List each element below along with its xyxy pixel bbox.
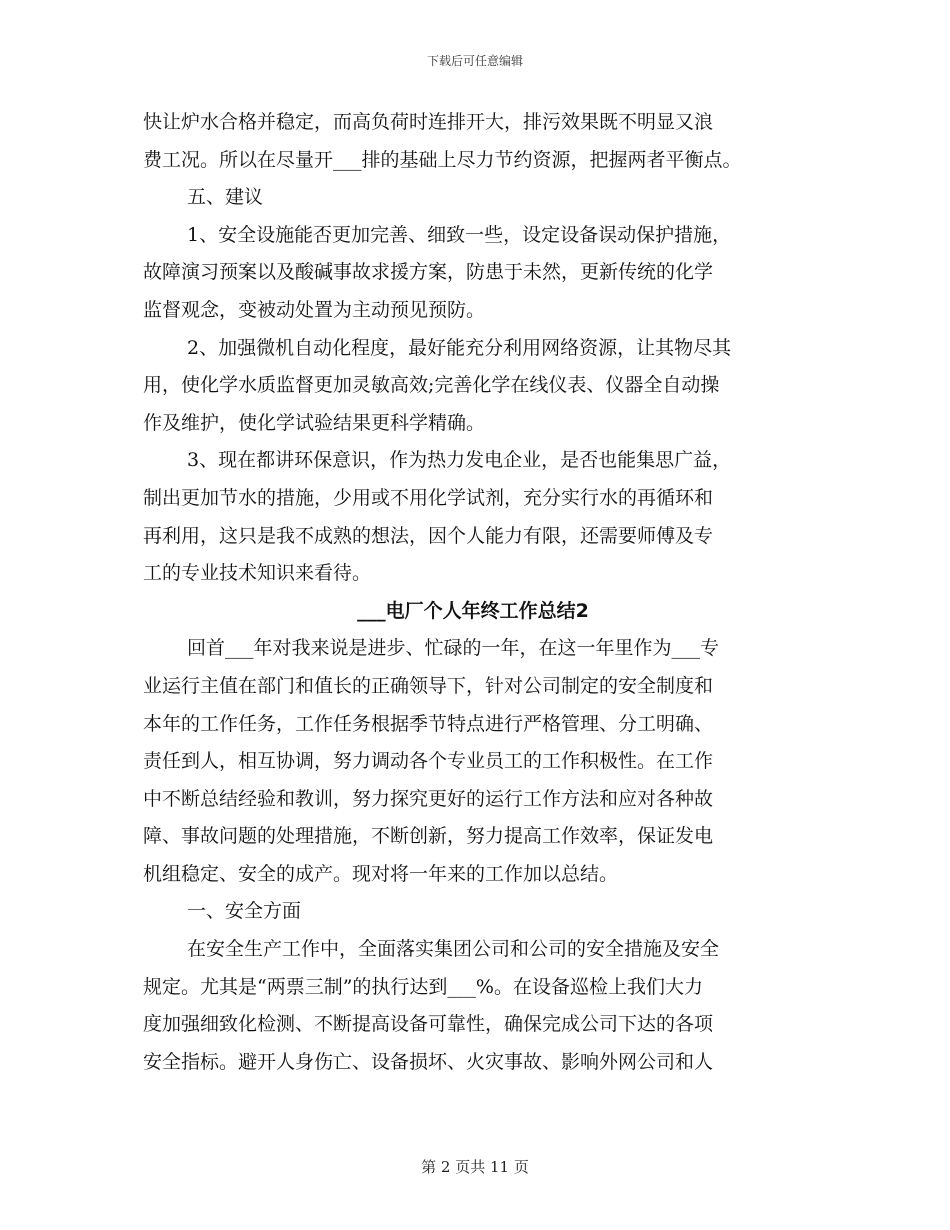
page-footer: 第 2 页共 11 页 — [421, 1158, 529, 1176]
text-line: 度加强细致化检测、不断提高设备可靠性，确保完成公司下达的各项 — [143, 1013, 714, 1036]
text-line: 中不断总结经验和教训，努力探究更好的运行工作方法和应对各种故 — [143, 787, 714, 810]
text-line: 2、加强微机自动化程度，最好能充分利用网络资源，让其物尽其 — [187, 336, 732, 359]
document-title: ___电厂个人年终工作总结2 — [357, 599, 589, 622]
text-line: 费工况。所以在尽量开___排的基础上尽力节约资源，把握两者平衡点。 — [143, 148, 742, 171]
text-line: 业运行主值在部门和值长的正确领导下，针对公司制定的安全制度和 — [143, 674, 714, 697]
text-line: 故障演习预案以及酸碱事故求援方案，防患于未然，更新传统的化学 — [143, 261, 714, 284]
text-line: 回首___年对我来说是进步、忙碌的一年，在这一年里作为___专 — [187, 637, 720, 660]
text-line: 再利用，这只是我不成熟的想法，因个人能力有限，还需要师傅及专 — [143, 524, 714, 547]
text-line: 本年的工作任务，工作任务根据季节特点进行严格管理、分工明确、 — [143, 712, 714, 735]
text-line: 安全指标。避开人身伤亡、设备损坏、火灾事故、影响外网公司和人 — [143, 1050, 714, 1073]
text-line: 监督观念，变被动处置为主动预见预防。 — [143, 298, 486, 321]
text-line: 快让炉水合格并稳定，而高负荷时连排开大，排污效果既不明显又浪 — [143, 111, 714, 133]
text-line: 1、安全设施能否更加完善、细致一些，设定设备误动保护措施， — [187, 223, 732, 246]
section-heading: 五、建议 — [187, 186, 264, 209]
text-line: 在安全生产工作中，全面落实集团公司和公司的安全措施及安全 — [187, 938, 720, 961]
text-line: 制出更加节水的措施，少用或不用化学试剂，充分实行水的再循环和 — [143, 486, 714, 509]
text-line: 工的专业技术知识来看待。 — [143, 562, 372, 585]
text-line: 作及维护，使化学试验结果更科学精确。 — [143, 411, 486, 434]
text-line: 3、现在都讲环保意识，作为热力发电企业，是否也能集思广益， — [187, 449, 732, 472]
page-header: 下载后可任意编辑 — [426, 54, 523, 68]
text-line: 责任到人，相互协调，努力调动各个专业员工的工作积极性。在工作 — [143, 750, 714, 773]
document-body — [143, 104, 803, 1081]
text-line: 机组稳定、安全的成产。现对将一年来的工作加以总结。 — [143, 862, 619, 885]
text-line: 用，使化学水质监督更加灵敏高效;完善化学在线仪表、仪器全自动操 — [143, 374, 720, 397]
text-line: 规定。尤其是“两票三制”的执行达到___%。在设备巡检上我们大力 — [143, 975, 703, 998]
section-heading: 一、安全方面 — [187, 900, 302, 923]
text-line: 障、事故问题的处理措施，不断创新，努力提高工作效率，保证发电 — [143, 825, 714, 848]
